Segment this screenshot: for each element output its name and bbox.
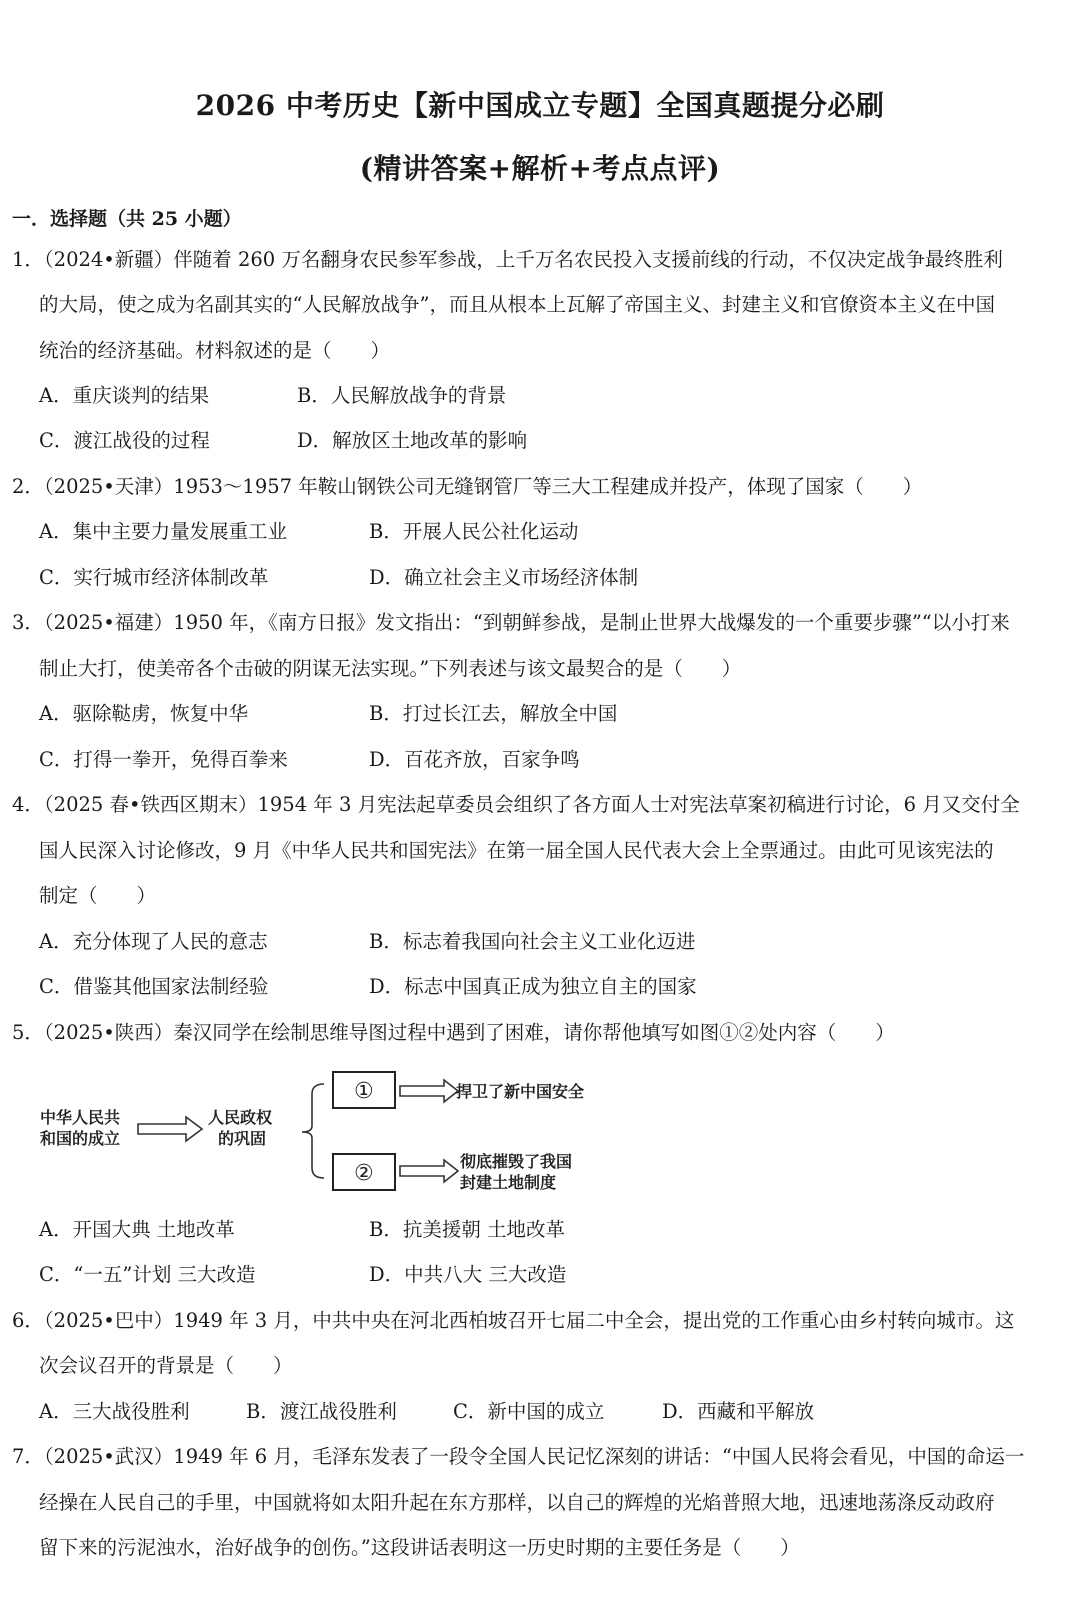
q2-option-d: D．确立社会主义市场经济体制 — [369, 566, 639, 589]
q7-stem-line2: 经操在人民自己的手里，中国就将如太阳升起在东方那样，以自己的辉煌的光焰普照大地，迅速地荡涤反动政府 — [39, 1491, 995, 1514]
q6-stem-line1: 6．（2025•巴中）1949 年 3 月，中共中央在河北西柏坡召开七届二中全会，提出党的工作重心由乡村转向城市。这 — [12, 1309, 1015, 1332]
q4-option-b: B．标志着我国向社会主义工业化迈进 — [369, 930, 696, 953]
mindmap-arrow-3 — [400, 1160, 458, 1182]
q4-option-c: C．借鉴其他国家法制经验 — [39, 975, 269, 998]
mindmap-box-1-label: ① — [354, 1079, 374, 1104]
doc-title-line2: (精讲答案+解析+考点点评) — [359, 152, 721, 185]
mindmap-output-2-line1: 彻底摧毁了我国 — [460, 1152, 573, 1171]
q2-option-c: C．实行城市经济体制改革 — [39, 566, 269, 589]
mindmap-mid-text-2: 的巩固 — [218, 1129, 267, 1148]
q5-option-a: A．开国大典 土地改革 — [39, 1218, 235, 1241]
q3-option-d: D．百花齐放，百家争鸣 — [369, 748, 580, 771]
q4-stem-line1: 4．（2025 春•铁西区期末）1954 年 3 月宪法起草委员会组织了各方面人士对宪法草案初稿进行讨论，6 月又交付全 — [12, 793, 1020, 816]
mind-map-diagram — [36, 1070, 636, 1200]
q5-stem-line1: 5．（2025•陕西）秦汉同学在绘制思维导图过程中遇到了困难，请你帮他填写如图①②处内容（ ） — [12, 1021, 895, 1044]
q2-option-b: B．开展人民公社化运动 — [369, 520, 579, 543]
q1-stem-line1: 1．（2024•新疆）伴随着 260 万名翻身农民参军参战，上千万名农民投入支援前线的行动，不仅决定战争最终胜利 — [12, 248, 1003, 271]
q4-stem-line3: 制定（ ） — [39, 884, 157, 907]
mindmap-left-text-1: 中华人民共 — [40, 1108, 121, 1127]
q1-option-d: D．解放区土地改革的影响 — [297, 429, 528, 452]
q6-option-d: D．西藏和平解放 — [662, 1400, 815, 1423]
q7-stem-line1: 7．（2025•武汉）1949 年 6 月，毛泽东发表了一段令全国人民记忆深刻的讲话：“中国人民将会看见，中国的命运一 — [12, 1445, 1025, 1468]
q3-stem-line2: 制止大打，使美帝各个击破的阴谋无法实现。”下列表述与该文最契合的是（ ） — [39, 657, 742, 680]
q2-option-a: A．集中主要力量发展重工业 — [39, 520, 288, 543]
mindmap-left-text-2: 和国的成立 — [40, 1129, 121, 1148]
q1-option-a: A．重庆谈判的结果 — [39, 384, 210, 407]
q5-option-b: B．抗美援朝 土地改革 — [369, 1218, 566, 1241]
section-heading: 一．选择题（共 25 小题） — [12, 208, 242, 230]
q6-option-b: B．渡江战役胜利 — [246, 1400, 397, 1423]
q5-option-d: D．中共八大 三大改造 — [369, 1263, 567, 1286]
q4-option-d: D．标志中国真正成为独立自主的国家 — [369, 975, 697, 998]
q1-stem-line3: 统治的经济基础。材料叙述的是（ ） — [39, 339, 391, 362]
q4-stem-line2: 国人民深入讨论修改，9 月《中华人民共和国宪法》在第一届全国人民代表大会上全票通过。由此可见该宪法的 — [39, 839, 994, 862]
mindmap-arrow-2 — [400, 1080, 458, 1102]
q2-stem-line1: 2．（2025•天津）1953～1957 年鞍山钢铁公司无缝钢管厂等三大工程建成并投产，体现了国家（ ） — [12, 475, 923, 498]
q1-stem-line2: 的大局，使之成为名副其实的“人民解放战争”，而且从根本上瓦解了帝国主义、封建主义和官僚资本主义在中国 — [39, 293, 995, 316]
q6-stem-line2: 次会议召开的背景是（ ） — [39, 1354, 293, 1377]
q3-option-c: C．打得一拳开，免得百拳来 — [39, 748, 288, 771]
q6-option-c: C．新中国的成立 — [453, 1400, 605, 1423]
q1-option-c: C．渡江战役的过程 — [39, 429, 210, 452]
q4-option-a: A．充分体现了人民的意志 — [39, 930, 268, 953]
mindmap-arrow-1 — [138, 1117, 202, 1141]
q3-stem-line1: 3．（2025•福建）1950 年，《南方日报》发文指出：“到朝鲜参战，是制止世界大战爆发的一个重要步骤”“以小打来 — [12, 611, 1010, 634]
q7-stem-line3: 留下来的污泥浊水，治好战争的创伤。”这段讲话表明这一历史时期的主要任务是（ ） — [39, 1536, 800, 1559]
mindmap-output-2-line2: 封建土地制度 — [460, 1173, 557, 1192]
q1-option-b: B．人民解放战争的背景 — [297, 384, 507, 407]
mindmap-box-2-label: ② — [354, 1161, 374, 1186]
mindmap-mid-text-1: 人民政权 — [208, 1108, 273, 1127]
q5-option-c: C．“一五”计划 三大改造 — [39, 1263, 256, 1286]
mindmap-bracket — [302, 1084, 324, 1178]
q6-option-a: A．三大战役胜利 — [39, 1400, 190, 1423]
doc-title-line1: 2026 中考历史【新中国成立专题】全国真题提分必刷 — [195, 89, 885, 122]
q3-option-a: A．驱除鞑虏，恢复中华 — [39, 702, 249, 725]
mindmap-output-1: 捍卫了新中国安全 — [456, 1082, 585, 1101]
q3-option-b: B．打过长江去，解放全中国 — [369, 702, 618, 725]
